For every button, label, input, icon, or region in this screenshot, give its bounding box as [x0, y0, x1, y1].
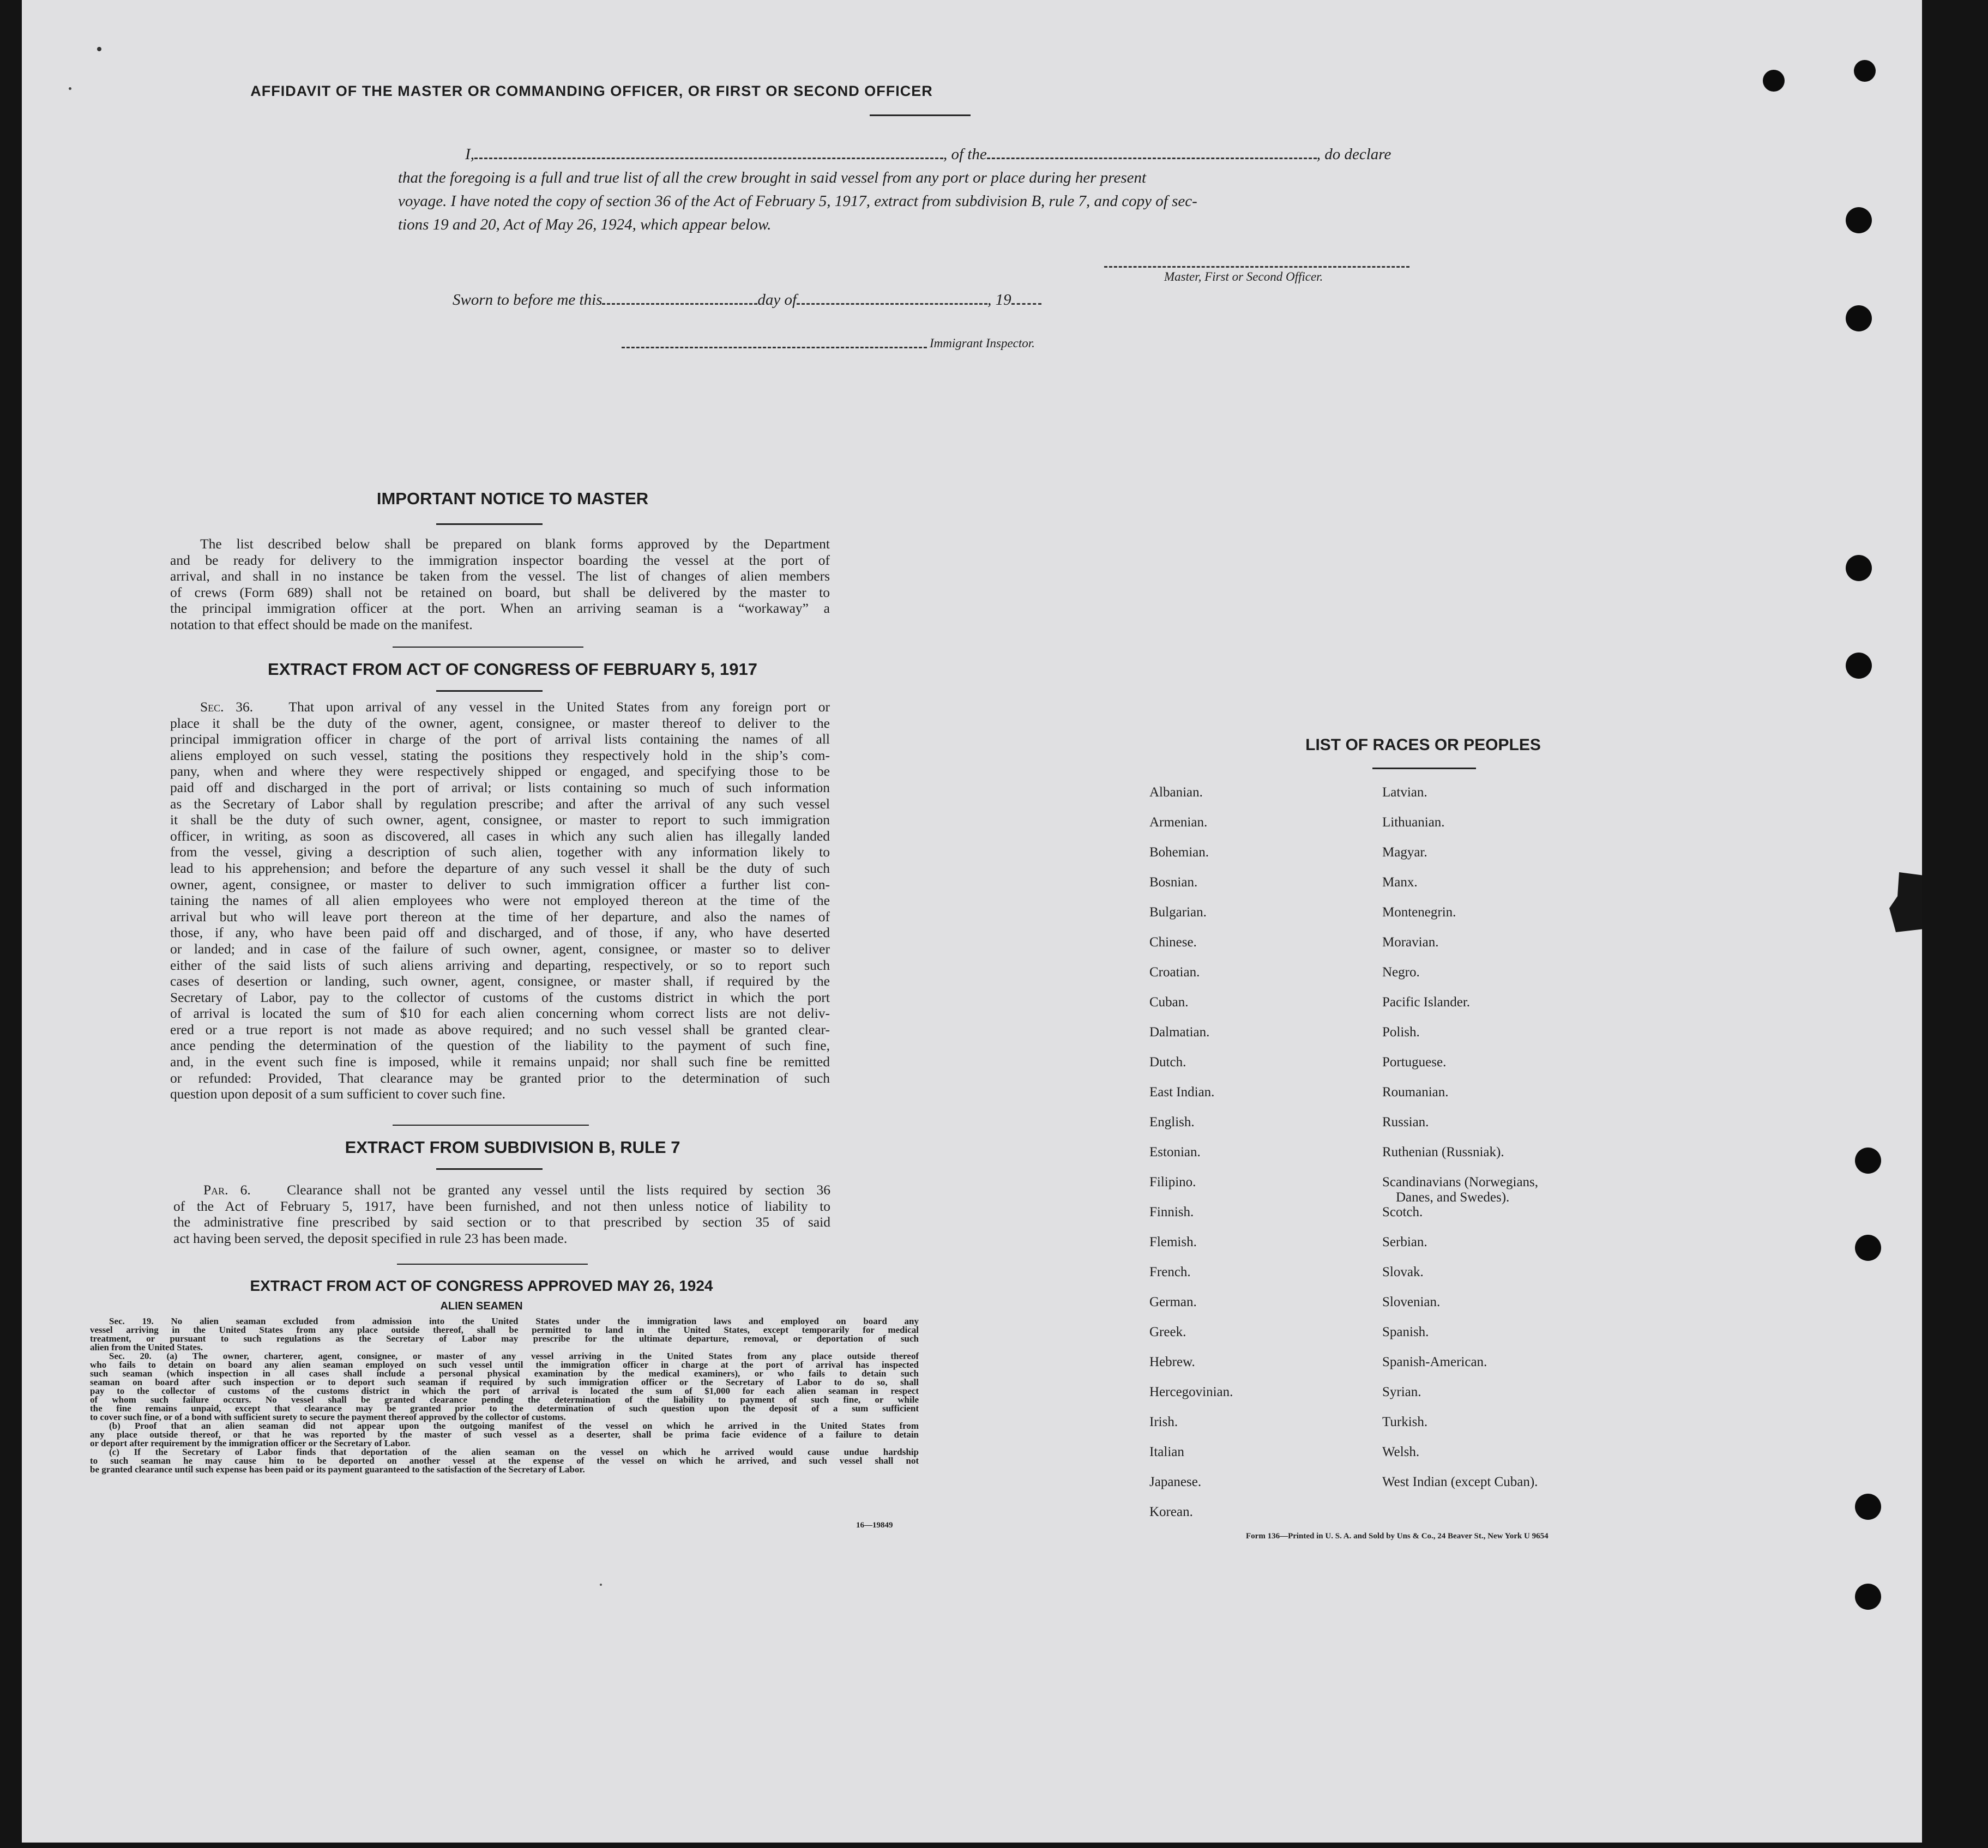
notice-line: arrival, and shall in no instance be taken from the vessel. The list of changes of alien members [170, 568, 830, 584]
race-item: East Indian. [1149, 1085, 1215, 1100]
master-signature-line [1104, 256, 1409, 268]
extract-1917-body [170, 699, 830, 1102]
subdivision-divider [436, 1168, 543, 1170]
binder-hole-5 [1846, 555, 1872, 581]
section-36-line: or refunded: Provided, That clearance may be granted prior to the determination of such [170, 1070, 830, 1086]
document-page [22, 0, 1922, 1843]
sworn-text: Sworn to before me this [453, 291, 603, 309]
race-item: Latvian. [1382, 785, 1427, 800]
race-item: Estonian. [1149, 1145, 1201, 1159]
race-item: Korean. [1149, 1505, 1193, 1519]
section-19-line: treatment, or pursuant to such regulations as the Secretary of Labor may prescribe for the ultimate departure, removal, or deportation of such [90, 1333, 919, 1344]
section-20-line: such seaman (which inspection in all cases shall include a personal physical examination by the medical examiners), or who fails to detain such [90, 1368, 919, 1379]
section-20-line: to cover such fine, or of a bond with sufficient surety to secure the payment thereof approved by the collector of customs. [90, 1412, 566, 1422]
paragraph-6-line: Clearance shall not be granted any vessel until the lists required by section 36 [287, 1182, 831, 1198]
race-item: Armenian. [1149, 815, 1208, 830]
section-20b-line: any place outside thereof, or that he was reported by the master of such vessel as a deserter, shall be prima facie evidence of a failure to detain [90, 1429, 919, 1440]
race-item: French. [1149, 1265, 1191, 1279]
vessel-blank [987, 148, 1317, 159]
section-36-line: of arrival is located the sum of $10 for each alien concerning whom correct lists are not deliv- [170, 1005, 830, 1022]
section-36-line: it shall be the duty of such owner, agent, consignee, or master to report to such immigration [170, 812, 830, 828]
race-item: Ruthenian (Russniak). [1382, 1145, 1504, 1159]
notice-title: IMPORTANT NOTICE TO MASTER [376, 489, 649, 508]
section-36-line: principal immigration officer in charge of the port of arrival lists containing the names of all [170, 731, 830, 747]
race-item: Portuguese. [1382, 1055, 1447, 1070]
section-36-line: and, in the event such fine is imposed, while it remains unpaid; nor shall such fine be remitted [170, 1054, 830, 1070]
name-blank [474, 148, 943, 159]
extract-1917-divider [436, 690, 543, 692]
race-item: Japanese. [1149, 1475, 1202, 1489]
race-item: English. [1149, 1115, 1195, 1130]
section-20-line: pay to the collector of customs of the customs district in which the port of arrival is located the sum of $1,000 for each alien seaman in respect [90, 1386, 919, 1396]
race-item: Danes, and Swedes). [1396, 1190, 1510, 1205]
section-36-line: as the Secretary of Labor shall by regulation prescribe; and after the arrival of any such vessel [170, 795, 830, 812]
printer-footer: Form 136—Printed in U. S. A. and Sold by Uns & Co., 24 Beaver St., New York U 9654 [1246, 1532, 1549, 1541]
race-item: Russian. [1382, 1115, 1429, 1130]
notice-divider [436, 523, 543, 525]
sworn-day-blank [602, 293, 757, 305]
affidavit-title: AFFIDAVIT OF THE MASTER OR COMMANDING OFFICER, OR FIRST OR SECOND OFFICER [250, 83, 933, 99]
section-20-line: who fails to detain on board any alien seaman employed on such vessel until the immigration officer in charge at the port of arrival has inspected [90, 1360, 919, 1370]
races-title: LIST OF RACES OR PEOPLES [1305, 736, 1541, 754]
race-item: Scandinavians (Norwegians, [1382, 1175, 1539, 1189]
race-item: Greek. [1149, 1325, 1186, 1339]
notice-line: and be ready for delivery to the immigration inspector boarding the vessel at the port of [170, 552, 830, 568]
section-36-line: question upon deposit of a sum sufficient to cover such fine. [170, 1086, 505, 1102]
section-36-line: taining the names of all alien employees who were not employed thereon at the time of the [170, 892, 830, 909]
section-20c-line: to such seaman he may cause him to be deported on another vessel at the expense of the vessel on which he arrived, and such vessel shall not [90, 1456, 919, 1466]
day-of-text: day of [757, 291, 797, 309]
race-item: Italian [1149, 1445, 1184, 1459]
form-code: 16—19849 [856, 1521, 893, 1530]
stray-dot [600, 1584, 602, 1586]
binder-hole-6 [1846, 653, 1872, 679]
section-36-line: ered or a true report is not made as above required; and no such vessel shall be granted clear- [170, 1021, 830, 1037]
race-item: Filipino. [1149, 1175, 1196, 1189]
race-item: Dalmatian. [1149, 1025, 1210, 1040]
section-36-line: place it shall be the duty of the owner, agent, consignee, or master thereof to deliver to the [170, 715, 830, 731]
paragraph-6-line: the administrative fine prescribed by said section or to that prescribed by section 35 of said [173, 1214, 830, 1230]
inspector-signature-line [622, 337, 927, 348]
section-20-line: Sec. 20. (a) The owner, charterer, agent, consignee, or master of any vessel arriving in the United States from any place outside thereof [109, 1351, 919, 1361]
paragraph-6-first-line [173, 1182, 830, 1198]
section-20b-line: or deport after requirement by the immigration officer or the Secretary of Labor. [90, 1438, 411, 1448]
section-36-line: officer, in writing, as soon as discovered, all cases in which any such alien has illegally landed [170, 828, 830, 844]
year-blank [1011, 293, 1041, 305]
section-36-line: pany, when and where they were respectively shipped or engaged, and specifying those to be [170, 763, 830, 780]
section-36-line: aliens employed on such vessel, stating the positions they respectively hold in the ship’s com- [170, 747, 830, 763]
notice-end-divider [393, 647, 583, 648]
race-item: Bohemian. [1149, 845, 1209, 860]
notice-body [170, 536, 830, 633]
race-item: Welsh. [1382, 1445, 1420, 1459]
section-20b-line: (b) Proof that an alien seaman did not appear upon the outgoing manifest of the vessel on which he arrived in the United States from [109, 1421, 919, 1431]
race-item: Negro. [1382, 965, 1420, 980]
race-item: Flemish. [1149, 1235, 1197, 1249]
section-20c-line: (c) If the Secretary of Labor finds that deportation of the alien seaman on the vessel on which he arrived would cause undue hardship [109, 1447, 919, 1457]
race-item: Syrian. [1382, 1385, 1421, 1399]
race-item: Spanish. [1382, 1325, 1429, 1339]
sworn-month-blank [797, 293, 987, 305]
declaration-line-3: voyage. I have noted the copy of section 36 of the Act of February 5, 1917, extract from subdivision B, rule 7, and copy of sec- [398, 192, 1197, 210]
master-caption: Master, First or Second Officer. [1164, 270, 1323, 283]
races-divider [1372, 768, 1476, 769]
paragraph-6-line: act having been served, the deposit specified in rule 23 has been made. [173, 1230, 568, 1246]
stray-dot [97, 47, 101, 51]
race-item: Chinese. [1149, 935, 1197, 950]
race-item: Manx. [1382, 875, 1418, 890]
binder-hole-4 [1846, 305, 1872, 331]
binder-hole-2 [1854, 60, 1876, 82]
race-item: Cuban. [1149, 995, 1189, 1010]
race-item: Bosnian. [1149, 875, 1198, 890]
notice-line: notation to that effect should be made on the manifest. [170, 616, 473, 632]
subdivision-end-divider [397, 1264, 588, 1265]
extract-1924-body [90, 1317, 919, 1474]
section-36-label: Sec. 36. [200, 699, 254, 715]
section-36-line: arrival but who will leave port thereon at the time of her departure, and also the names of [170, 908, 830, 925]
race-item: Spanish-American. [1382, 1355, 1487, 1369]
section-36-line: or landed; and in case of the failure of such owner, agent, consignee, or master so to deliver [170, 940, 830, 957]
binder-hole-8 [1855, 1235, 1881, 1261]
stray-dot [69, 87, 71, 90]
notice-line: of crews (Form 689) shall not be retained on board, but shall be delivered by the master to [170, 584, 830, 600]
race-item: Irish. [1149, 1415, 1178, 1429]
race-item: Montenegrin. [1382, 905, 1456, 920]
sworn-line [453, 291, 1041, 309]
i-word: I, [465, 146, 474, 163]
race-item: Turkish. [1382, 1415, 1428, 1429]
year-text: , 19 [987, 291, 1011, 309]
section-36-line: from the vessel, giving a description of such alien, together with any information likely to [170, 844, 830, 860]
do-declare-text: , do declare [1316, 146, 1391, 163]
section-36-line: ance pending the determination of the question of the liability to the payment of such fine, [170, 1037, 830, 1054]
paragraph-6-label: Par. 6. [203, 1182, 251, 1198]
declaration-line-4: tions 19 and 20, Act of May 26, 1924, which appear below. [398, 216, 772, 233]
section-36-line: those, if any, who have been paid off and discharged, and of those, if any, who have deserted [170, 925, 830, 941]
race-item: Bulgarian. [1149, 905, 1207, 920]
section-20-line: of whom such failure occurs. No vessel shall be granted clearance pending the determination of the liability to payment of such fine, or while [90, 1394, 919, 1405]
section-36-line: Secretary of Labor, pay to the collector of customs of the customs district in which the port [170, 989, 830, 1005]
section-19-line: Sec. 19. No alien seaman excluded from admission into the United States under the immigration laws and employed on board any [109, 1316, 919, 1326]
binder-hole-7 [1855, 1148, 1881, 1174]
section-20c-line: be granted clearance until such expense has been paid or its payment guaranteed to the satisfaction of the Secretary of Labor. [90, 1464, 585, 1475]
section-36-line: lead to his apprehension; and before the departure of any such vessel it shall be the duty of such [170, 860, 830, 876]
race-item: Finnish. [1149, 1205, 1194, 1219]
extract-1917-title: EXTRACT FROM ACT OF CONGRESS OF FEBRUARY 5, 1917 [268, 660, 757, 679]
section-36-first-line [170, 699, 830, 715]
race-item: Slovak. [1382, 1265, 1424, 1279]
binder-hole-1 [1763, 70, 1785, 92]
extract-1924-subtitle: ALIEN SEAMEN [440, 1300, 523, 1312]
race-item: Slovenian. [1382, 1295, 1441, 1309]
binder-hole-10 [1855, 1584, 1881, 1610]
race-item: Scotch. [1382, 1205, 1423, 1219]
race-item: Croatian. [1149, 965, 1200, 980]
race-item: Hercegovinian. [1149, 1385, 1233, 1399]
binder-hole-9 [1855, 1494, 1881, 1520]
extract-1924-title: EXTRACT FROM ACT OF CONGRESS APPROVED MAY 26, 1924 [250, 1277, 713, 1294]
race-item: Lithuanian. [1382, 815, 1445, 830]
race-item: Pacific Islander. [1382, 995, 1471, 1010]
section-20-line: the fine remains unpaid, except that clearance may be granted prior to the determination of such question upon the deposit of a sum sufficient [90, 1403, 919, 1414]
title-divider [870, 114, 971, 116]
torn-edge-mark [1889, 872, 1922, 932]
race-item: Serbian. [1382, 1235, 1427, 1249]
race-item: Magyar. [1382, 845, 1427, 860]
section-36-line: That upon arrival of any vessel in the United States from any foreign port or [288, 699, 830, 715]
race-item: German. [1149, 1295, 1197, 1309]
section-36-line: either of the said lists of such aliens arriving and departing, respectively, or so to report such [170, 957, 830, 973]
section-36-line: paid off and discharged in the port of arrival; or lists containing so much of such information [170, 779, 830, 795]
race-item: Hebrew. [1149, 1355, 1195, 1369]
notice-line: The list described below shall be prepared on blank forms approved by the Department [200, 536, 830, 552]
subdivision-body [173, 1182, 830, 1246]
section-20-line: seaman on board after such inspection or to deport such seaman if required by such immigration officer or the Secretary of Labor to do so, shall [90, 1377, 919, 1387]
extract-1917-end-divider [393, 1125, 589, 1126]
section-36-line: cases of desertion or landing, such owner, agent, consignee, or master shall, if required by the [170, 973, 830, 989]
paragraph-6-line: of the Act of February 5, 1917, have been furnished, and not then unless notice of liability to [173, 1198, 830, 1214]
race-item: Moravian. [1382, 935, 1439, 950]
section-36-line: owner, agent, consignee, or master to deliver to such immigration officer a further list con- [170, 876, 830, 892]
declaration-line-1 [398, 143, 1461, 166]
race-item: Polish. [1382, 1025, 1420, 1040]
subdivision-title: EXTRACT FROM SUBDIVISION B, RULE 7 [345, 1138, 680, 1157]
declaration-line-2: that the foregoing is a full and true list of all the crew brought in said vessel from any port or place during her present [398, 169, 1147, 186]
race-item: Roumanian. [1382, 1085, 1449, 1100]
of-the-text: , of the [943, 146, 987, 163]
section-19-line: alien from the United States. [90, 1342, 203, 1352]
declaration-text [398, 143, 1461, 237]
notice-line: the principal immigration officer at the port. When an arriving seaman is a “workaway” a [170, 600, 830, 617]
race-item: Dutch. [1149, 1055, 1186, 1070]
race-item: Albanian. [1149, 785, 1203, 800]
section-19-line: vessel arriving in the United States from any place outside thereof, shall be permitted to land in the United States, except temporarily for medical [90, 1325, 919, 1335]
race-item: West Indian (except Cuban). [1382, 1475, 1538, 1489]
inspector-caption: Immigrant Inspector. [930, 336, 1035, 350]
binder-hole-3 [1846, 207, 1872, 233]
